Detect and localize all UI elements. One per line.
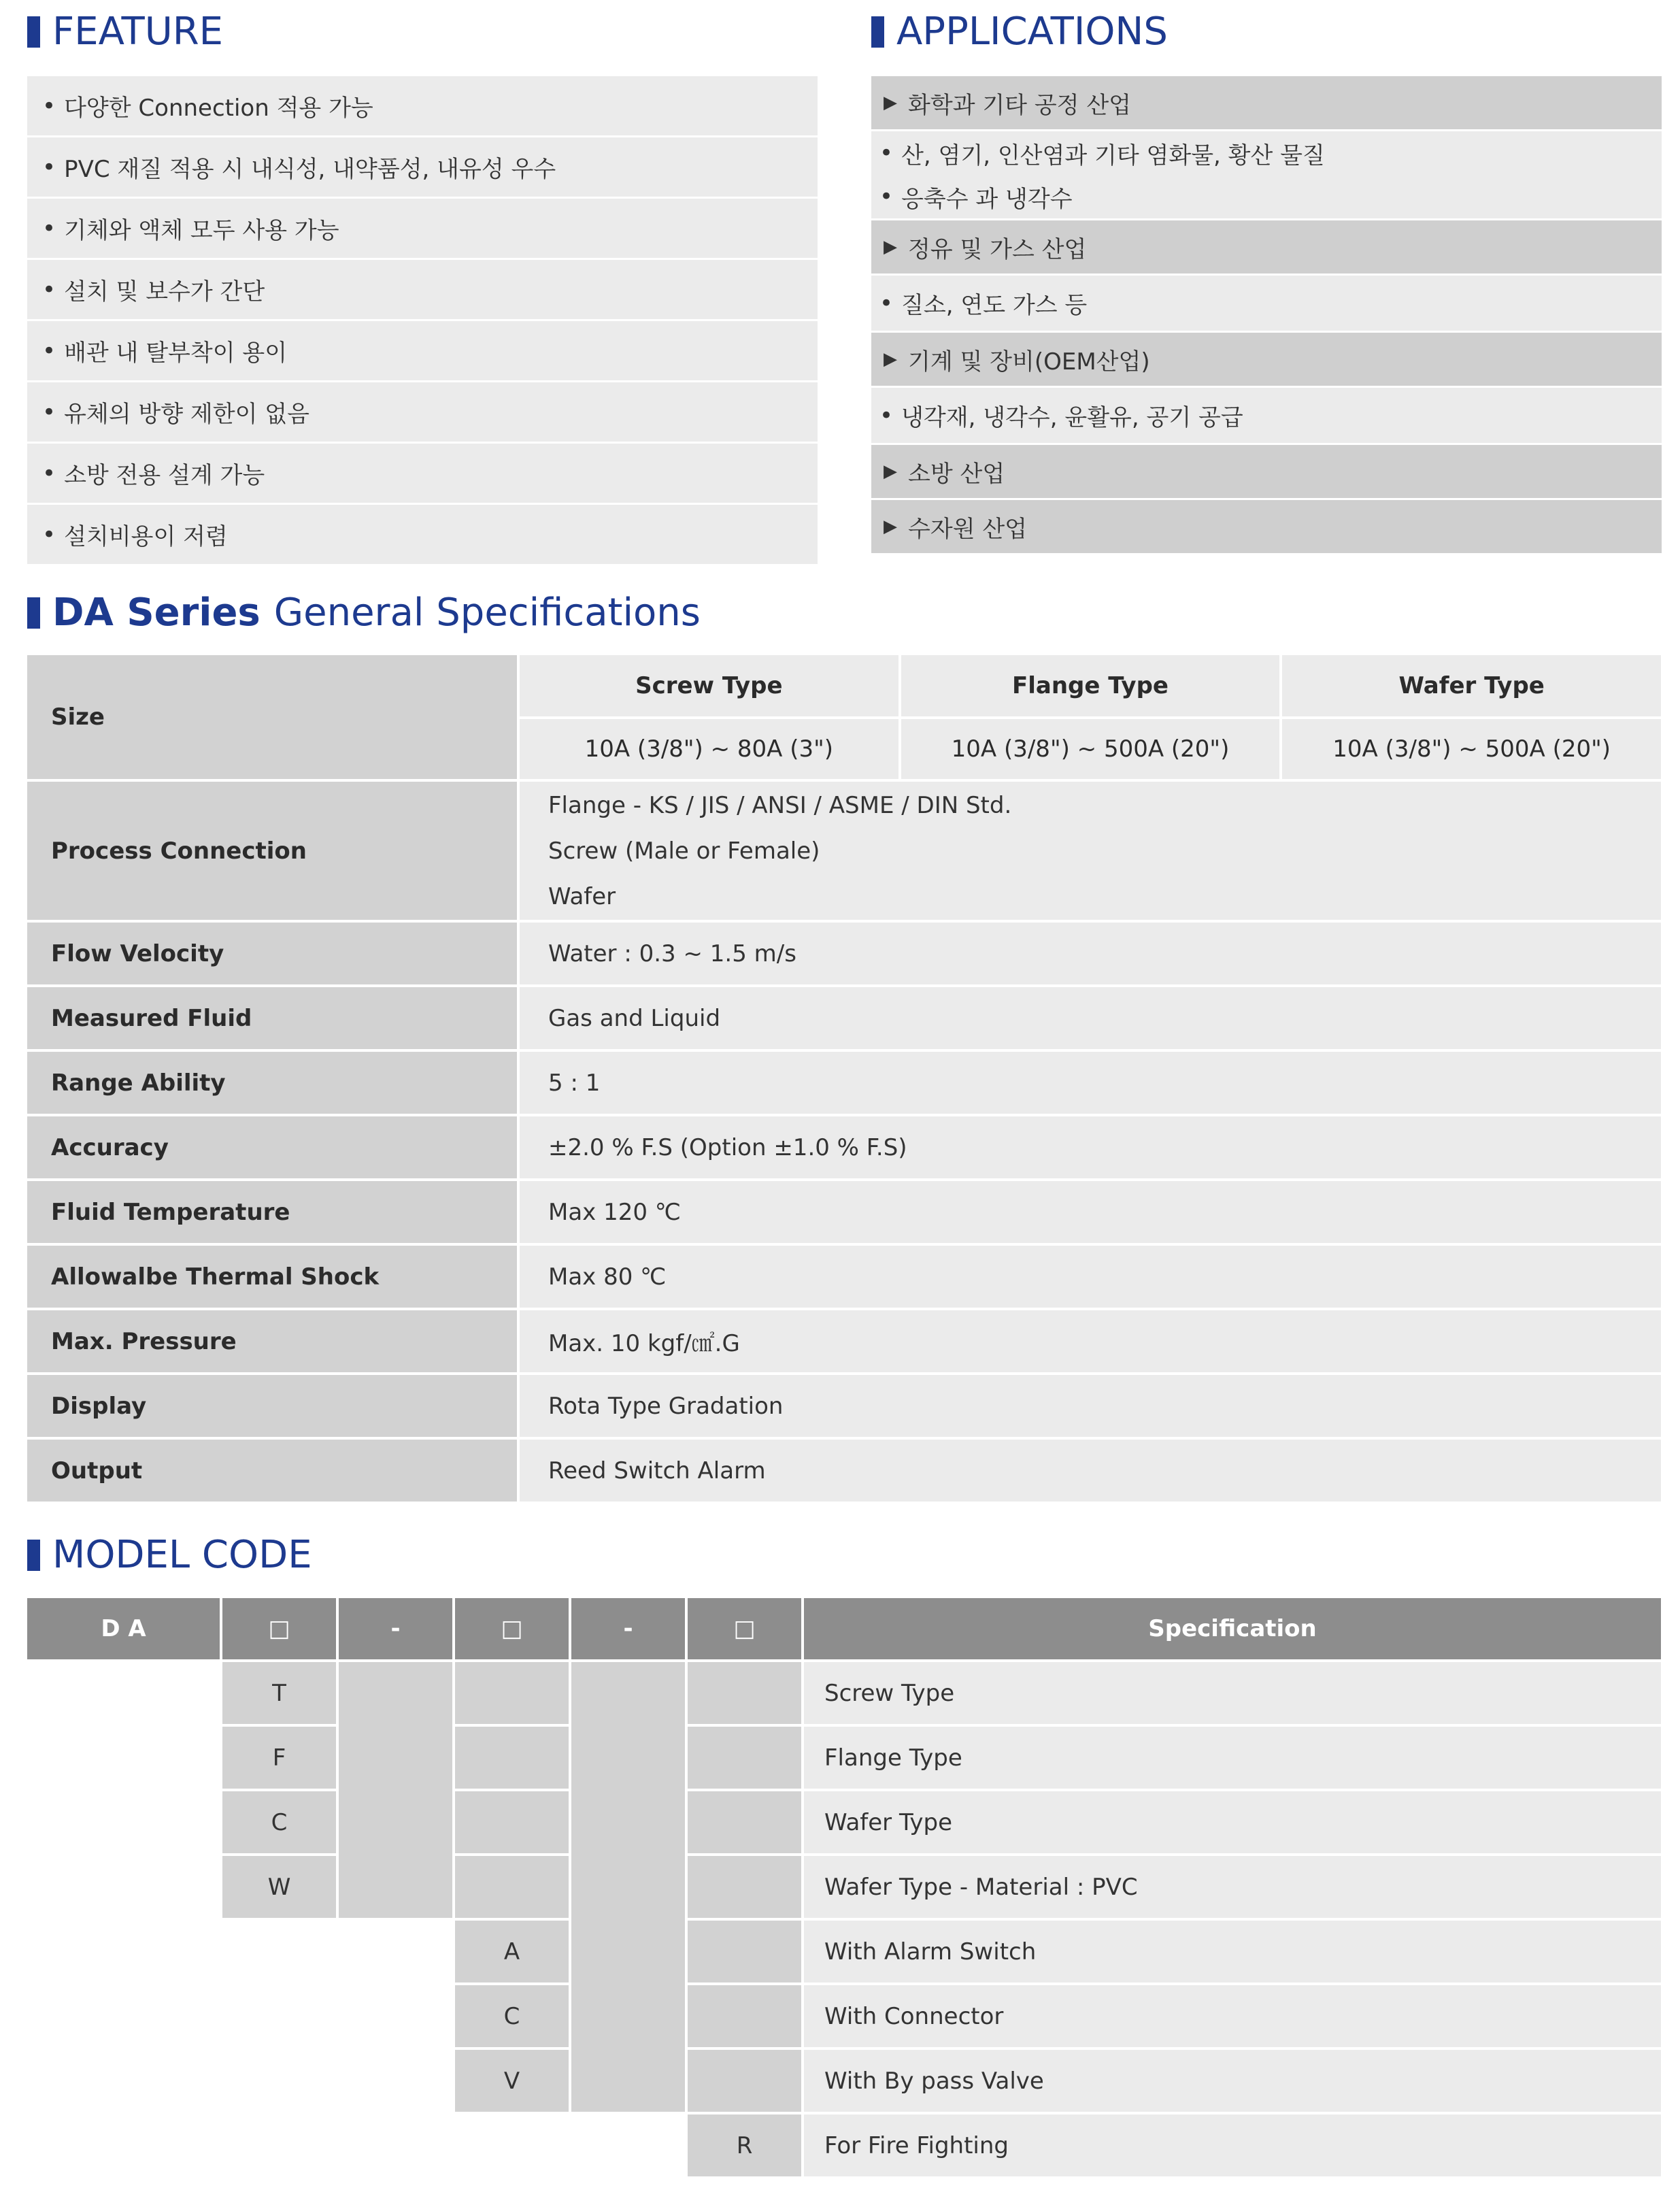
heading-marker [871,16,884,48]
spec-label: Accuracy [27,1116,517,1178]
applications-title: APPLICATIONS [896,10,1168,54]
spec-row [27,923,1661,984]
model-empty-cell [455,1856,569,1918]
spec-label: Display [27,1375,517,1437]
spec-value: Max 120 ℃ [520,1181,1661,1243]
size-value: 10A (3/8") ~ 80A (3") [520,719,898,779]
application-item: • 응축수 과 냉각수 [879,183,1073,213]
model-empty-cell [688,1856,801,1918]
feature-item: • 기체와 액체 모두 사용 가능 [27,199,818,258]
model-empty-cell [688,1921,801,1982]
spec-row [27,1246,1661,1308]
triangle-icon: ▶ [884,349,897,369]
model-slot-header: □ [455,1598,569,1659]
spec-row-process-connection [27,782,1661,920]
spec-row [27,1440,1661,1502]
spec-value: ±2.0 % F.S (Option ±1.0 % F.S) [520,1116,1661,1178]
feature-list [27,76,818,566]
model-code-cell: F [222,1727,336,1789]
application-group-heading: ▶ 수자원 산업 [871,500,1662,553]
spec-row [27,1375,1661,1437]
feature-item: • 설치 및 보수가 간단 [27,260,818,319]
spec-value: Rota Type Gradation [520,1375,1661,1437]
specification-cell: For Fire Fighting [804,2114,1661,2176]
feature-item-text: 다양한 Connection 적용 가능 [64,95,373,122]
spec-row [27,1181,1661,1243]
feature-item-text: 배관 내 탈부착이 용이 [64,339,288,367]
spec-value: 5 : 1 [520,1052,1661,1114]
feature-item-text: 유체의 방향 제한이 없음 [64,401,309,428]
size-column-header: Flange Type [901,655,1280,716]
spec-value: Gas and Liquid [520,987,1661,1049]
application-group-heading: ▶ 기계 및 장비(OEM산업) [871,333,1662,386]
model-empty-cell [688,1727,801,1789]
spec-row [27,1052,1661,1114]
feature-item-text: 설치 및 보수가 간단 [64,278,265,305]
spec-row-size [27,655,1661,779]
application-group-items [871,131,1662,218]
model-empty-cell [688,1985,801,2047]
application-group-items [871,276,1662,331]
model-code-cell: W [222,1856,336,1918]
model-empty-cell [688,1662,801,1724]
spec-label: Allowalbe Thermal Shock [27,1246,517,1308]
application-group-items [871,388,1662,443]
feature-item-text: 소방 전용 설계 가능 [64,462,265,489]
application-group-heading: ▶ 정유 및 가스 산업 [871,220,1662,273]
model-dash-cell [571,1662,685,2112]
feature-item: • 배관 내 탈부착이 용이 [27,321,818,380]
specification-cell: With Connector [804,1985,1661,2047]
application-item: • 냉각재, 냉각수, 윤활유, 공기 공급 [879,401,1243,431]
application-item: • 산, 염기, 인산염과 기타 염화물, 황산 물질 [879,139,1325,169]
spec-value: Reed Switch Alarm [520,1440,1661,1502]
feature-item: • 유체의 방향 제한이 없음 [27,382,818,442]
specification-cell: With Alarm Switch [804,1921,1661,1982]
model-slot-header: □ [222,1598,336,1659]
model-code-cell: V [455,2050,569,2112]
feature-item: • 다양한 Connection 적용 가능 [27,76,818,135]
triangle-icon: ▶ [884,237,897,257]
spec-table [27,655,1661,1504]
model-code-title: MODEL CODE [52,1533,312,1577]
model-prefix-header: D A [27,1598,220,1659]
feature-item-text: 기체와 액체 모두 사용 가능 [64,217,339,244]
feature-title: FEATURE [52,10,224,54]
specification-cell: Flange Type [804,1727,1661,1789]
model-code-cell: T [222,1662,336,1724]
feature-item: • PVC 재질 적용 시 내식성, 내약품성, 내유성 우수 [27,137,818,197]
heading-marker [27,597,40,629]
spec-label: Fluid Temperature [27,1181,517,1243]
model-code-cell: C [222,1791,336,1853]
application-group-heading: ▶ 소방 산업 [871,445,1662,498]
model-empty-cell [455,1791,569,1853]
specs-title-rest: General Specifications [273,591,701,635]
specification-cell: Wafer Type - Material : PVC [804,1856,1661,1918]
model-empty-cell [688,1791,801,1853]
model-slot-header: □ [688,1598,801,1659]
size-column-header: Screw Type [520,655,898,716]
model-code-table [27,1598,1661,2176]
specification-cell: Wafer Type [804,1791,1661,1853]
spec-row [27,1310,1661,1372]
size-grid [520,655,1661,779]
specification-cell: With By pass Valve [804,2050,1661,2112]
application-group-heading: ▶ 화학과 기타 공정 산업 [871,76,1662,129]
size-value: 10A (3/8") ~ 500A (20") [1282,719,1661,779]
spec-label: Measured Fluid [27,987,517,1049]
heading-marker [27,16,40,48]
specification-cell: Screw Type [804,1662,1661,1724]
model-empty-cell [688,2050,801,2112]
model-code-cell: A [455,1921,569,1982]
applications-heading [871,10,1168,54]
spec-value: Max. 10 kgf/㎠.G [520,1310,1661,1372]
model-dash-header: - [571,1598,685,1659]
spec-label: Size [27,655,517,779]
spec-label: Process Connection [27,782,517,920]
spec-row [27,987,1661,1049]
spec-value: Flange - KS / JIS / ANSI / ASME / DIN Std. Screw (Male or Female) Wafer [520,782,1661,920]
model-dash-cell [339,1662,452,1918]
specs-title-bold: DA Series [52,591,261,635]
applications-list [871,76,1662,555]
spec-row [27,1116,1661,1178]
specs-heading [27,591,701,635]
feature-item-text: PVC 재질 적용 시 내식성, 내약품성, 내유성 우수 [64,156,556,183]
triangle-icon: ▶ [884,93,897,113]
feature-item: • 소방 전용 설계 가능 [27,444,818,503]
feature-item-text: 설치비용이 저렴 [64,523,228,550]
heading-marker [27,1540,40,1571]
model-empty-cell [455,1727,569,1789]
spec-value: Max 80 ℃ [520,1246,1661,1308]
size-value: 10A (3/8") ~ 500A (20") [901,719,1280,779]
size-column-header: Wafer Type [1282,655,1661,716]
model-code-heading [27,1533,312,1577]
model-code-cell: R [688,2114,801,2176]
triangle-icon: ▶ [884,516,897,537]
feature-heading [27,10,223,54]
spec-label: Max. Pressure [27,1310,517,1372]
spec-label: Flow Velocity [27,923,517,984]
spec-label: Output [27,1440,517,1502]
application-item: • 질소, 연도 가스 등 [879,289,1088,319]
spec-label: Range Ability [27,1052,517,1114]
feature-item: • 설치비용이 저렴 [27,505,818,564]
model-empty-cell [455,1662,569,1724]
triangle-icon: ▶ [884,461,897,482]
model-code-cell: C [455,1985,569,2047]
model-dash-header: - [339,1598,452,1659]
specification-header: Specification [804,1598,1661,1659]
spec-value: Water : 0.3 ~ 1.5 m/s [520,923,1661,984]
